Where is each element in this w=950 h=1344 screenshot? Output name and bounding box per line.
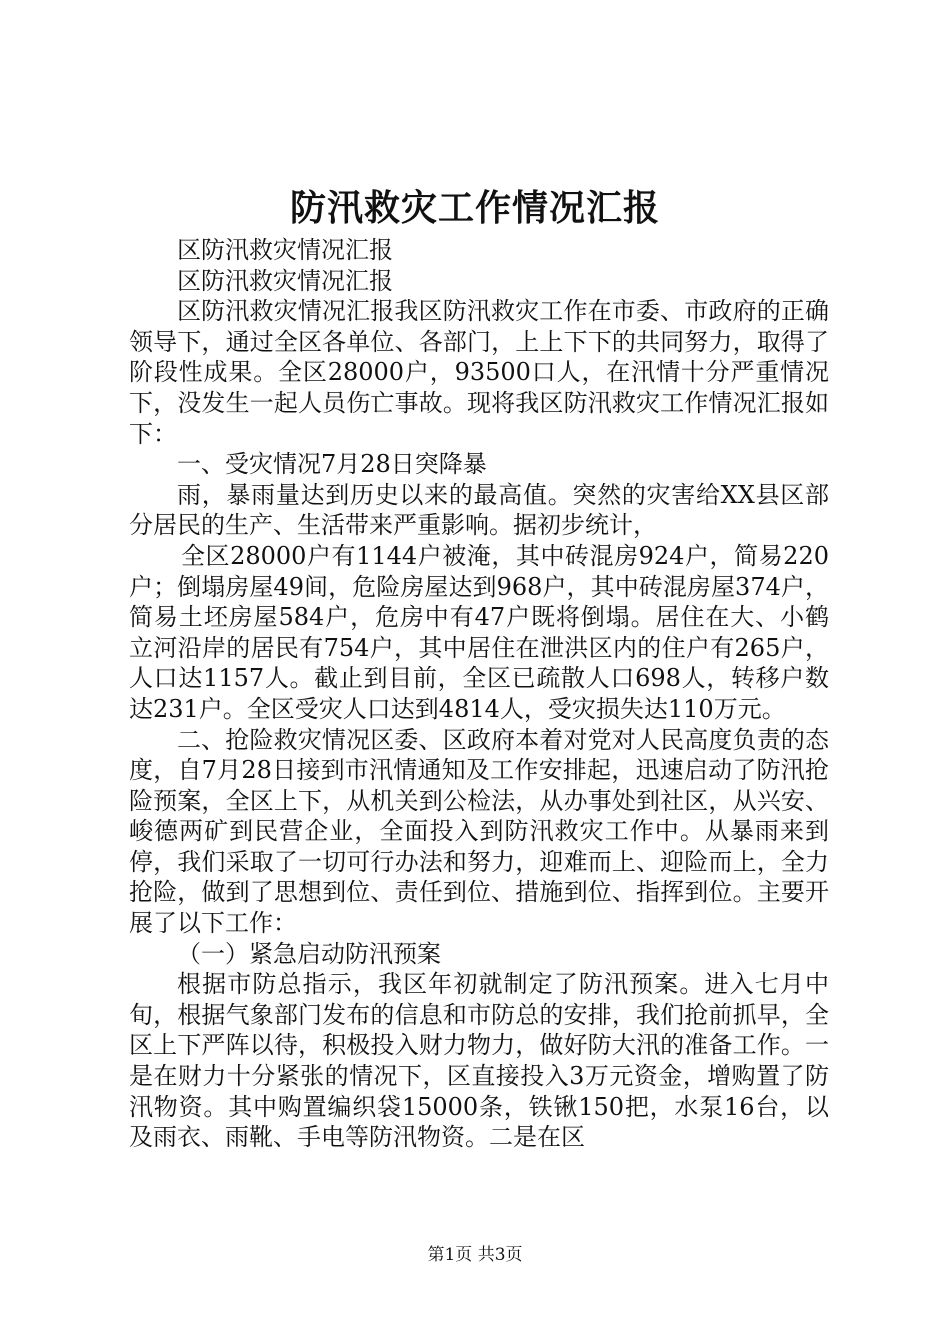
paragraph: 区防汛救灾情况汇报	[177, 266, 393, 295]
paragraph: 区防汛救灾情况汇报	[177, 236, 393, 264]
paragraph: 根据市防总指示，我区年初就制定了防汛预案。进入七月中旬，根据气象部门发布的信息和市防总的安排，我们抢前抓早，全区上下严阵以待，积极投入财力物力，做好防大汛的准备工作。一是在财力十分紧张的情况下，区直接投入3万元资金，增购置了防汛物资。其中购置编织袋15000条，铁锹150把，水泵16台，以及雨衣、雨靴、手电等防汛物资。二是在区	[129, 970, 829, 1152]
paragraph: 雨，暴雨量达到历史以来的最高值。突然的灾害给XX县区部分居民的生产、生活带来严重影响。据初步统计，	[129, 480, 829, 540]
document-body	[129, 235, 829, 1153]
page-footer: 第1页 共3页	[427, 1245, 523, 1265]
section-heading: 一、受灾情况7月28日突降暴	[177, 450, 487, 479]
subsection-heading: （一）紧急启动防汛预案	[177, 939, 441, 968]
paragraph: 全区28000户有1144户被淹，其中砖混房924户，简易220户；倒塌房屋49间，危险房屋达到968户，其中砖混房屋374户，简易土坯房屋584户，危房中有47户既将倒塌。居住在大、小鹤立河沿岸的居民有754户，其中居住在泄洪区内的住户有265户，人口达1157人。截止到目前，全区已疏散人口698人，转移户数达231户。全区受灾人口达到4814人，受灾损失达110万元。	[129, 541, 829, 723]
document-title: 防汛救灾工作情况汇报	[289, 187, 660, 229]
paragraph: 二、抢险救灾情况区委、区政府本着对党对人民高度负责的态度，自7月28日接到市汛情通知及工作安排起，迅速启动了防汛抢险预案，全区上下，从机关到公检法，从办事处到社区，从兴安、峻德两矿到民营企业，全面投入到防汛救灾工作中。从暴雨来到停，我们采取了一切可行办法和努力，迎难而上、迎险而上，全力抢险，做到了思想到位、责任到位、措施到位、指挥到位。主要开展了以下工作：	[129, 725, 829, 938]
paragraph: 区防汛救灾情况汇报我区防汛救灾工作在市委、市政府的正确领导下，通过全区各单位、各部门，上上下下的共同努力，取得了阶段性成果。全区28000户，93500口人，在汛情十分严重情况下，没发生一起人员伤亡事故。现将我区防汛救灾工作情况汇报如下：	[129, 297, 829, 448]
